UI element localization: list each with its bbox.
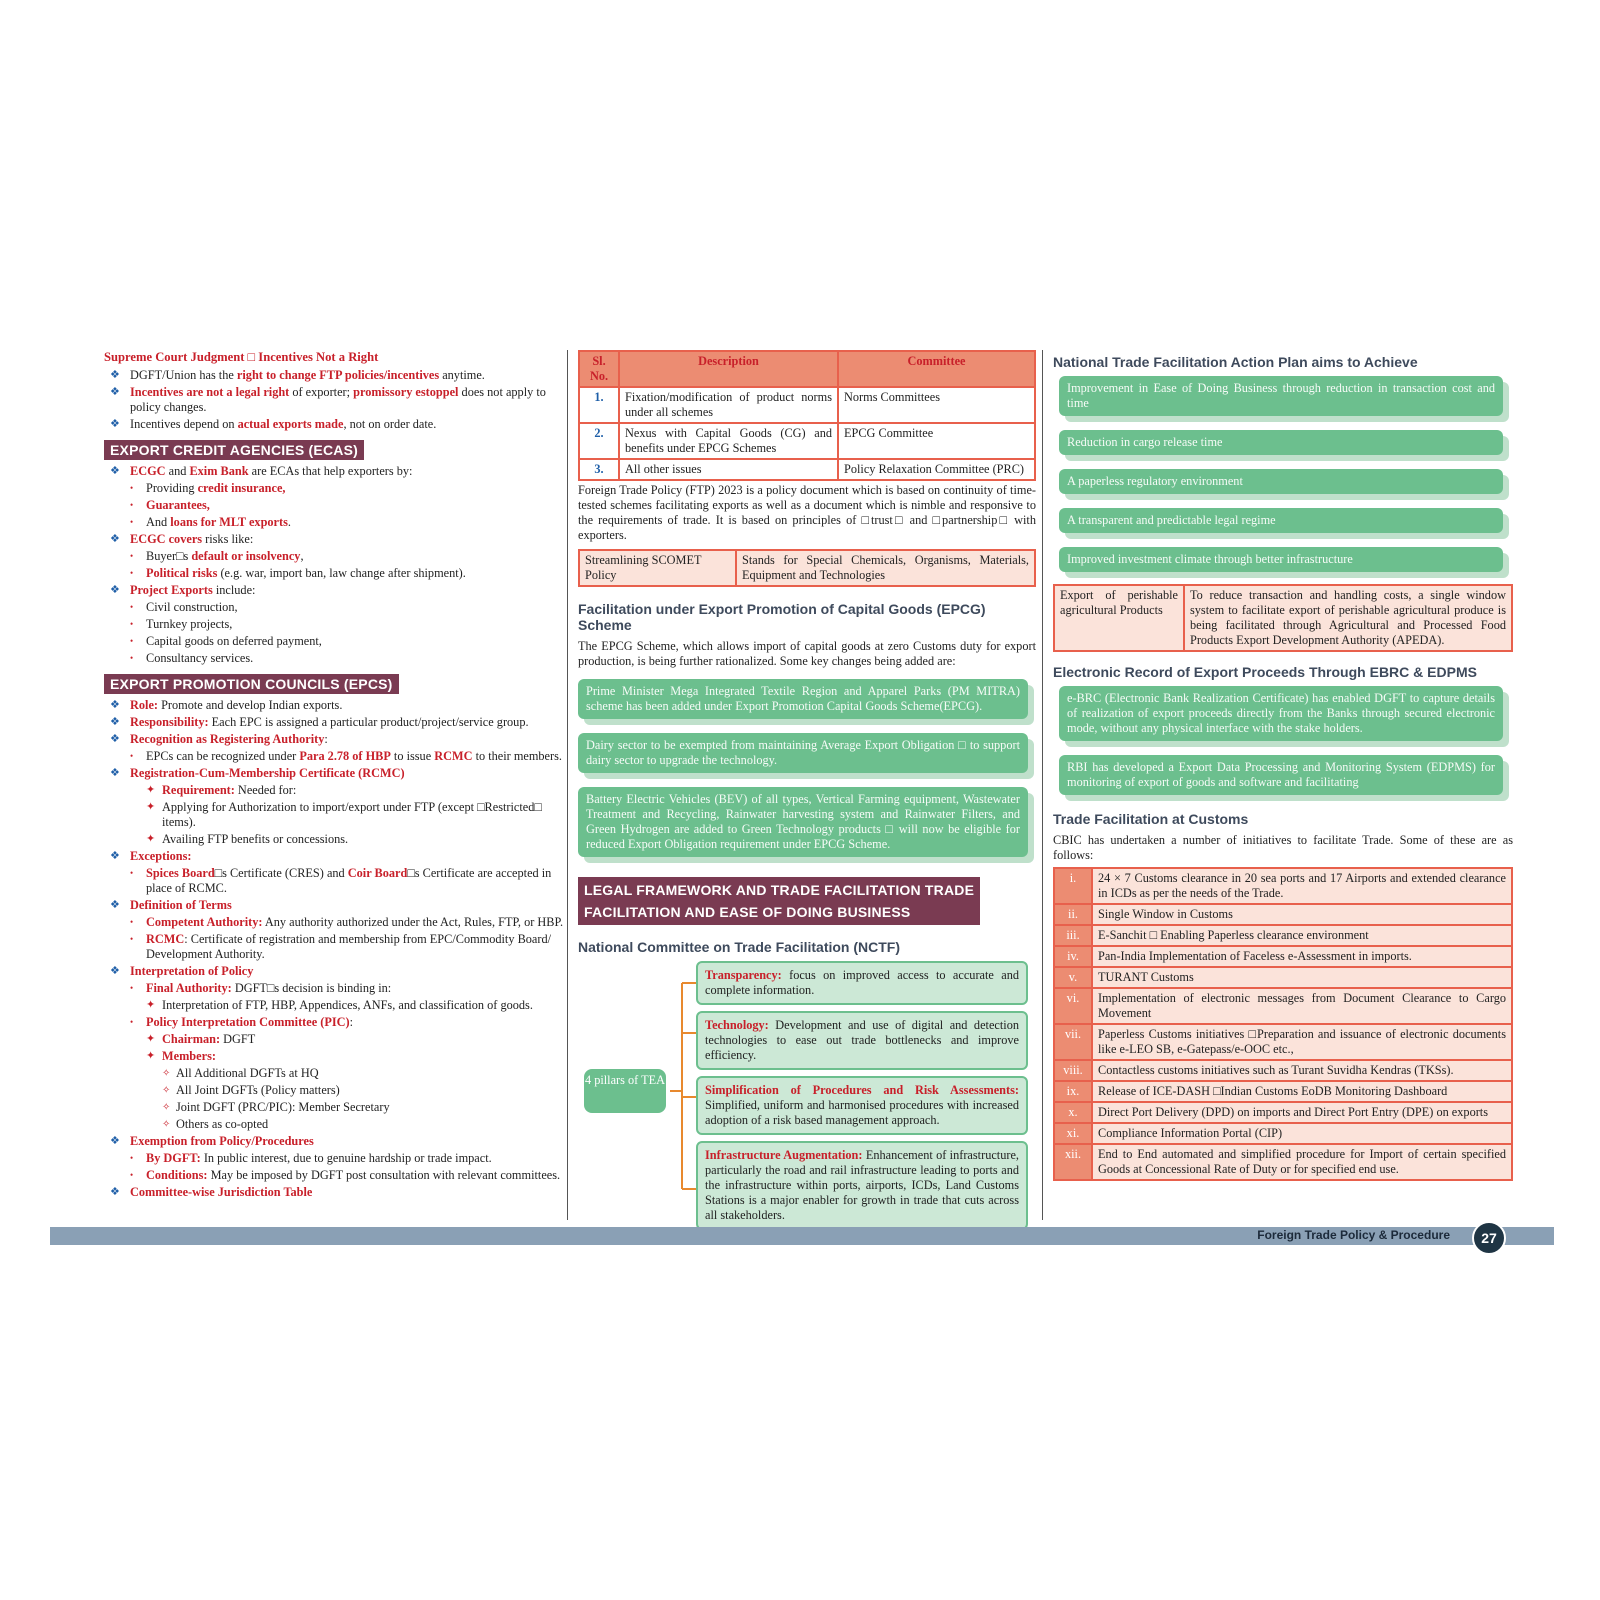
body-text: Buyer□s (146, 549, 192, 563)
body-text: (e.g. war, import ban, law change after shipment). (217, 566, 466, 580)
list-item (104, 766, 564, 781)
table-cell: End to End automated and simplified procedure for Import of certain specified Goods at Concessional Rate of Duty or for specified end use. (1092, 1144, 1512, 1180)
bullet-icon: ✧ (162, 1102, 171, 1113)
judgment-title: Supreme Court Judgment □ Incentives Not a Right (104, 350, 379, 364)
highlight-text: actual exports made (237, 417, 344, 431)
table-cell: 2. (579, 423, 619, 459)
highlight-text: Project Exports (130, 583, 213, 597)
list-item (104, 732, 564, 747)
bullet-icon: • (130, 517, 134, 527)
body-text: anytime. (439, 368, 485, 382)
table-cell: All other issues (619, 459, 838, 480)
tea-pillar (696, 1076, 1028, 1135)
pillar-text: Simplified, uniform and harmonised procedures with increased adoption of a risk based management approach. (705, 1098, 1019, 1127)
ntfap-boxes (1053, 376, 1513, 572)
tea-connectors (578, 961, 708, 1231)
highlight-text: RCMC (434, 749, 473, 763)
list-item (104, 1134, 564, 1149)
body-text: May be imposed by DGFT post consultation with relevant committees. (207, 1168, 561, 1182)
ebrc-boxes (1053, 686, 1513, 795)
highlight-text: Interpretation of Policy (130, 964, 254, 978)
bullet-icon: ❖ (110, 465, 120, 477)
body-text: are ECAs that help exporters by: (248, 464, 413, 478)
row-number: vii. (1054, 1024, 1092, 1060)
epcs-list (104, 698, 564, 1200)
bullet-icon: ✧ (162, 1085, 171, 1096)
highlight-text: Recognition as Registering Authority (130, 732, 325, 746)
table-cell: 24 × 7 Customs clearance in 20 sea ports and 17 Airports and extended clearance in ICDs as per the needs of the Trade. (1092, 868, 1512, 904)
bullet-icon: ✧ (162, 1119, 171, 1130)
table-row (1054, 925, 1512, 946)
body-text: Applying for Authorization to import/export under FTP (except □Restricted□ items). (162, 800, 542, 829)
pillar-text: Enhancement of infrastructure, particularly the road and rail infrastructure leading to ports and the infrastructure within ports, airports, ICDs, Land Customs Stations is a major enabler for growth in trade that cuts across all stakeholders. (705, 1148, 1019, 1222)
table-cell: Contactless customs initiatives such as Turant Suvidha Kendras (TKSs). (1092, 1060, 1512, 1081)
list-item (104, 849, 564, 864)
body-text: All Additional DGFTs at HQ (176, 1066, 319, 1080)
table-cell: Implementation of electronic messages from Document Clearance to Cargo Movement (1092, 988, 1512, 1024)
judgment-list (104, 368, 564, 432)
tea-pillar (696, 1141, 1028, 1230)
table-cell: Paperless Customs initiatives □Preparation and issuance of electronic documents like e-LEO SB, e-Gatepass/e-OOC etc., (1092, 1024, 1512, 1060)
highlight-text: Responsibility: (130, 715, 209, 729)
bullet-icon: ✧ (162, 1068, 171, 1079)
list-item (104, 566, 564, 581)
list-item (104, 498, 564, 513)
tea-diagram (578, 961, 1036, 1231)
bullet-icon: • (130, 1017, 134, 1027)
table-row (1054, 1024, 1512, 1060)
tea-hub: 4 pillars of TEA (584, 1069, 666, 1113)
list-item (104, 964, 564, 979)
body-text: and (165, 464, 190, 478)
middle-column (578, 350, 1036, 1231)
highlight-text: Exemption from Policy/Procedures (130, 1134, 314, 1148)
ntfap-box: Improvement in Ease of Doing Business through reduction in transaction cost and time (1059, 376, 1503, 416)
committee-table (578, 350, 1036, 481)
list-item (104, 1185, 564, 1200)
body-text: In public interest, due to genuine hardship or trade impact. (200, 1151, 492, 1165)
table-cell: 1. (579, 387, 619, 423)
bullet-icon: ✦ (146, 801, 156, 813)
body-text: , (300, 549, 304, 563)
epcg-boxes (578, 679, 1036, 857)
body-text: Any authority authorized under the Act, Rules, FTP, or HBP. (262, 915, 564, 929)
list-item (104, 1066, 564, 1081)
highlight-text: Conditions: (146, 1168, 208, 1182)
bullet-icon: • (130, 602, 134, 612)
table-cell: TURANT Customs (1092, 967, 1512, 988)
tea-pillar (696, 961, 1028, 1005)
highlight-text: Chairman: (162, 1032, 221, 1046)
highlight-text: Registration-Cum-Membership Certificate (RCMC) (130, 766, 405, 780)
table-cell: Direct Port Delivery (DPD) on imports and Direct Port Entry (DPE) on exports (1092, 1102, 1512, 1123)
bullet-icon: ✦ (146, 1050, 156, 1062)
bullet-icon: ❖ (110, 716, 120, 728)
table-cell: Single Window in Customs (1092, 904, 1512, 925)
table-row (1054, 967, 1512, 988)
highlight-text: Coir Board (347, 866, 408, 880)
bullet-icon: • (130, 568, 134, 578)
ebrc-box: e-BRC (Electronic Bank Realization Certificate) has enabled DGFT to capture details of realization of export proceeds directly from the Banks through secured electronic mode, without any physical interface with the stake holders. (1059, 686, 1503, 741)
body-text: DGFT□s decision is binding in: (231, 981, 392, 995)
list-item (104, 1049, 564, 1064)
highlight-text: Political risks (146, 566, 218, 580)
body-text: to their members. (472, 749, 562, 763)
list-item (104, 385, 564, 415)
highlight-text: Definition of Terms (130, 898, 232, 912)
table-cell: Pan-India Implementation of Faceless e-Assessment in imports. (1092, 946, 1512, 967)
ecas-list (104, 464, 564, 666)
table-cell: 3. (579, 459, 619, 480)
bullet-icon: • (130, 1170, 134, 1180)
body-text: Consultancy services. (146, 651, 254, 665)
highlight-text: Requirement: (162, 783, 235, 797)
bullet-icon: • (130, 751, 134, 761)
table-row (1054, 1060, 1512, 1081)
table-cell: Compliance Information Portal (CIP) (1092, 1123, 1512, 1144)
legal-heading-line2: FACILITATION AND EASE OF DOING BUSINESS (584, 904, 911, 920)
pillar-text: focus on improved access to accurate and complete information. (705, 968, 1019, 997)
bullet-icon: • (130, 483, 134, 493)
table-row (1054, 1102, 1512, 1123)
table-row (579, 423, 1035, 459)
body-text: Turnkey projects, (146, 617, 233, 631)
highlight-text: right to change FTP policies/incentives (236, 368, 440, 382)
bullet-icon: • (130, 1153, 134, 1163)
bullet-icon: • (130, 500, 134, 510)
customs-table (1053, 867, 1513, 1181)
bullet-icon: ❖ (110, 1186, 120, 1198)
body-text: include: (212, 583, 256, 597)
bullet-icon: • (130, 653, 134, 663)
row-number: iii. (1054, 925, 1092, 946)
body-text: Joint DGFT (PRC/PIC): Member Secretary (176, 1100, 390, 1114)
scomet-table (578, 549, 1036, 587)
epcg-box: Prime Minister Mega Integrated Textile Region and Apparel Parks (PM MITRA) scheme has been added under Export Promotion Capital Goods Scheme(EPCG). (578, 679, 1028, 719)
highlight-text: Para 2.78 of HBP (299, 749, 391, 763)
body-text: Availing FTP benefits or concessions. (162, 832, 349, 846)
table-row (1054, 868, 1512, 904)
epcg-title: Facilitation under Export Promotion of Capital Goods (EPCG) Scheme (578, 601, 986, 633)
bullet-icon: ❖ (110, 1135, 120, 1147)
customs-title: Trade Facilitation at Customs (1053, 811, 1249, 827)
list-item (104, 866, 564, 896)
table-row (579, 459, 1035, 480)
bullet-icon: ❖ (110, 584, 120, 596)
body-text: Needed for: (234, 783, 297, 797)
footer-title: Foreign Trade Policy & Procedure (1257, 1228, 1450, 1242)
bullet-icon: ✦ (146, 1033, 156, 1045)
bullet-icon: ✦ (146, 833, 156, 845)
body-text: : (349, 1015, 354, 1029)
list-item (104, 1032, 564, 1047)
list-item (104, 549, 564, 564)
bullet-icon: • (130, 934, 134, 944)
list-item (104, 783, 564, 798)
highlight-text: Committee-wise Jurisdiction Table (130, 1185, 313, 1199)
epcg-paragraph: The EPCG Scheme, which allows import of capital goods at zero Customs duty for export production, is being further rationalized. Some key changes being added are: (578, 639, 1036, 668)
list-item (104, 898, 564, 913)
highlight-text: By DGFT: (146, 1151, 201, 1165)
ntfap-box: Improved investment climate through better infrastructure (1059, 547, 1503, 572)
pillar-text: Development and use of digital and detection technologies to ease out trade bottlenecks and improve efficiency. (705, 1018, 1019, 1062)
row-number: viii. (1054, 1060, 1092, 1081)
table-cell: Nexus with Capital Goods (CG) and benefits under EPCG Schemes (619, 423, 838, 459)
list-item (104, 515, 564, 530)
bullet-icon: • (130, 636, 134, 646)
bullet-icon: ❖ (110, 767, 120, 779)
highlight-text: Exim Bank (189, 464, 249, 478)
row-number: ii. (1054, 904, 1092, 925)
tea-pillar (696, 1011, 1028, 1070)
table-cell: Policy Relaxation Committee (PRC) (838, 459, 1035, 480)
highlight-text: loans for MLT exports (170, 515, 288, 529)
highlight-text: Competent Authority: (146, 915, 263, 929)
body-text: Capital goods on deferred payment, (146, 634, 322, 648)
customs-paragraph: CBIC has undertaken a number of initiatives to facilitate Trade. Some of these are as follows: (1053, 833, 1513, 862)
bullet-icon: ❖ (110, 533, 120, 545)
left-column (104, 350, 564, 1202)
page-number: 27 (1472, 1221, 1506, 1255)
epcg-box: Dairy sector to be exempted from maintaining Average Export Obligation □ to support dairy sector to upgrade the technology. (578, 733, 1028, 773)
row-number: ix. (1054, 1081, 1092, 1102)
pillar-heading: Transparency: (705, 968, 782, 982)
table-row (1054, 988, 1512, 1024)
table-cell: Fixation/modification of product norms under all schemes (619, 387, 838, 423)
legal-framework-heading (578, 877, 980, 925)
row-number: v. (1054, 967, 1092, 988)
list-item (104, 715, 564, 730)
ntfap-title: National Trade Facilitation Action Plan aims to Achieve (1053, 354, 1418, 370)
highlight-text: Exceptions: (130, 849, 192, 863)
table-cell: EPCG Committee (838, 423, 1035, 459)
pillar-heading: Simplification of Procedures and Risk Assessments: (705, 1083, 1019, 1097)
perishable-table (1053, 584, 1513, 652)
body-text: Providing (146, 481, 198, 495)
table-row (1054, 1081, 1512, 1102)
bullet-icon: • (130, 868, 134, 878)
row-number: iv. (1054, 946, 1092, 967)
pillar-heading: Infrastructure Augmentation: (705, 1148, 863, 1162)
highlight-text: ECGC covers (130, 532, 203, 546)
list-item (104, 915, 564, 930)
list-item (104, 464, 564, 479)
highlight-text: promissory estoppel (353, 385, 459, 399)
row-number: vi. (1054, 988, 1092, 1024)
bullet-icon: ❖ (110, 386, 120, 398)
highlight-text: Members: (162, 1049, 216, 1063)
list-item (104, 1168, 564, 1183)
table-row (1054, 946, 1512, 967)
column-divider (567, 350, 568, 1220)
list-item (104, 1151, 564, 1166)
body-text: . (287, 515, 291, 529)
bullet-icon: ✦ (146, 999, 156, 1011)
highlight-text: Guarantees, (146, 498, 210, 512)
highlight-text: Final Authority: (146, 981, 232, 995)
ecas-heading: EXPORT CREDIT AGENCIES (ECAS) (104, 440, 364, 460)
list-item (104, 532, 564, 547)
bullet-icon: ❖ (110, 850, 120, 862)
ebrc-title: Electronic Record of Export Proceeds Through EBRC & EDPMS (1053, 664, 1477, 680)
highlight-text: Spices Board (146, 866, 215, 880)
body-text: : (324, 732, 328, 746)
body-text: And (146, 515, 171, 529)
list-item (104, 932, 564, 962)
pillar-heading: Technology: (705, 1018, 769, 1032)
list-item (104, 617, 564, 632)
list-item (104, 1015, 564, 1030)
list-item (104, 832, 564, 847)
table-header: Sl. No. (579, 351, 619, 387)
list-item (104, 998, 564, 1013)
perishable-description: To reduce transaction and handling costs, a single window system to facilitate export of perishable agricultural produce is being facilitated through Agricultural and Processed Food Products Export Development Authority (APEDA). (1184, 585, 1512, 651)
body-text: Interpretation of FTP, HBP, Appendices, ANFs, and classification of goods. (162, 998, 533, 1012)
bullet-icon: ✦ (146, 784, 156, 796)
bullet-icon: ❖ (110, 899, 120, 911)
table-row (1054, 904, 1512, 925)
body-text: to issue (390, 749, 435, 763)
body-text: : Certificate of registration and membership from EPC/Commodity Board/ Development Authority. (146, 932, 552, 961)
epcs-heading: EXPORT PROMOTION COUNCILS (EPCS) (104, 674, 399, 694)
highlight-text: Policy Interpretation Committee (PIC) (146, 1015, 350, 1029)
table-header: Description (619, 351, 838, 387)
highlight-text: Role: (130, 698, 158, 712)
column-divider (1042, 350, 1043, 1220)
ebrc-box: RBI has developed a Export Data Processing and Monitoring System (EDPMS) for monitoring of export of goods and software and facilitating (1059, 755, 1503, 795)
body-text: Incentives depend on (130, 417, 238, 431)
list-item (104, 583, 564, 598)
body-text: □s Certificate are accepted in place of RCMC. (146, 866, 552, 895)
list-item (104, 749, 564, 764)
row-number: x. (1054, 1102, 1092, 1123)
list-item (104, 981, 564, 996)
list-item (104, 1083, 564, 1098)
bullet-icon: • (130, 917, 134, 927)
list-item (104, 1117, 564, 1132)
body-text: Promote and develop Indian exports. (158, 698, 343, 712)
ntfap-box: A paperless regulatory environment (1059, 469, 1503, 494)
list-item (104, 698, 564, 713)
list-item (104, 634, 564, 649)
body-text: of exporter; (289, 385, 354, 399)
bullet-icon: ❖ (110, 965, 120, 977)
bullet-icon: • (130, 983, 134, 993)
bullet-icon: ❖ (110, 699, 120, 711)
row-number: xii. (1054, 1144, 1092, 1180)
highlight-text: ECGC (130, 464, 166, 478)
perishable-label: Export of perishable agricultural Products (1054, 585, 1184, 651)
body-text: Others as co-opted (176, 1117, 269, 1131)
ftp-paragraph: Foreign Trade Policy (FTP) 2023 is a policy document which is based on continuity of time-tested schemes facilitating exports as well as a document which is nimble and responsive to the requirements of trade. It is based on principles of □trust□ and □partnership□ with exporters. (578, 483, 1036, 542)
table-cell: Release of ICE-DASH □Indian Customs EoDB Monitoring Dashboard (1092, 1081, 1512, 1102)
body-text: All Joint DGFTs (Policy matters) (176, 1083, 340, 1097)
bullet-icon: • (130, 551, 134, 561)
table-header: Committee (838, 351, 1035, 387)
list-item (104, 1100, 564, 1115)
legal-heading-line1: LEGAL FRAMEWORK AND TRADE FACILITATION TRADE (584, 882, 975, 898)
table-row (1054, 1144, 1512, 1180)
body-text: DGFT (220, 1032, 256, 1046)
body-text: EPCs can be recognized under (146, 749, 300, 763)
body-text: risks like: (202, 532, 254, 546)
body-text: Civil construction, (146, 600, 238, 614)
bullet-icon: • (130, 619, 134, 629)
list-item (104, 600, 564, 615)
row-number: xi. (1054, 1123, 1092, 1144)
highlight-text: RCMC (146, 932, 185, 946)
bullet-icon: ❖ (110, 733, 120, 745)
table-row (1054, 1123, 1512, 1144)
ntfap-box: A transparent and predictable legal regime (1059, 508, 1503, 533)
list-item (104, 800, 564, 830)
row-number: i. (1054, 868, 1092, 904)
list-item (104, 417, 564, 432)
nctf-title: National Committee on Trade Facilitation (NCTF) (578, 939, 901, 955)
table-row (579, 387, 1035, 423)
tea-pillars (696, 961, 1028, 1236)
table-cell: Norms Committees (838, 387, 1035, 423)
list-item (104, 481, 564, 496)
bullet-icon: ❖ (110, 369, 120, 381)
ntfap-box: Reduction in cargo release time (1059, 430, 1503, 455)
highlight-text: Incentives are not a legal right (130, 385, 290, 399)
body-text: DGFT/Union has the (130, 368, 237, 382)
scomet-label: Streamlining SCOMET Policy (579, 550, 736, 586)
list-item (104, 651, 564, 666)
bullet-icon: ❖ (110, 418, 120, 430)
right-column (1053, 350, 1513, 1181)
body-text: Each EPC is assigned a particular product/project/service group. (208, 715, 529, 729)
epcg-box: Battery Electric Vehicles (BEV) of all types, Vertical Farming equipment, Wastewater Treatment and Recycling, Rainwater harvesting system and Rainwater Filters, and Green Hydrogen are added to Green Technology products □ will now be eligible for reduced Export Obligation requirement under EPCG Scheme. (578, 787, 1028, 857)
highlight-text: credit insurance, (197, 481, 286, 495)
body-text: , not on order date. (343, 417, 437, 431)
list-item (104, 368, 564, 383)
table-cell: E-Sanchit □ Enabling Paperless clearance environment (1092, 925, 1512, 946)
body-text: does not apply to policy changes. (130, 385, 546, 414)
body-text: □s Certificate (CRES) and (214, 866, 348, 880)
highlight-text: default or insolvency (191, 549, 301, 563)
scomet-description: Stands for Special Chemicals, Organisms, Materials, Equipment and Technologies (736, 550, 1035, 586)
